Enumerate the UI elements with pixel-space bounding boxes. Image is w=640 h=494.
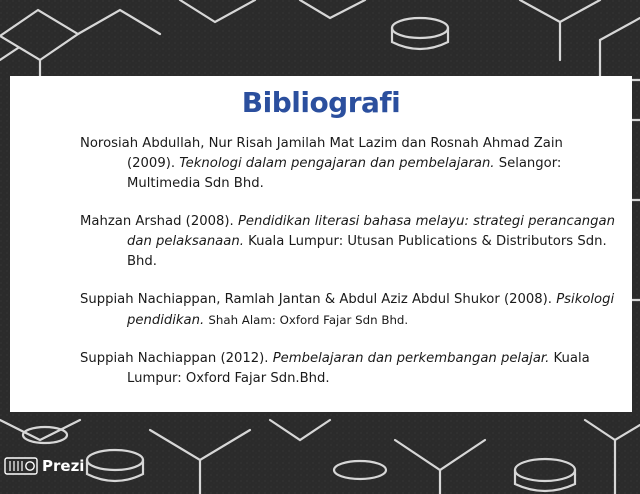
reference-publisher: Selangor: Multimedia Sdn Bhd.	[127, 156, 562, 191]
reference-item	[80, 212, 615, 272]
reference-item	[80, 349, 615, 389]
reference-authors: Suppiah Nachiappan, Ramlah Jantan & Abdul Aziz Abdul Shukor (2008).	[80, 292, 552, 307]
slide-card	[10, 76, 632, 412]
reference-title: Pembelajaran dan perkembangan pelajar.	[272, 351, 550, 366]
prezi-logo-text: Prezi	[42, 457, 85, 475]
reference-authors: Mahzan Arshad (2008).	[80, 214, 234, 229]
prezi-logo[interactable]	[4, 455, 84, 477]
reference-authors: Suppiah Nachiappan (2012).	[80, 351, 269, 366]
reference-publisher: Kuala Lumpur: Utusan Publications & Distributors Sdn. Bhd.	[127, 234, 607, 269]
reference-list	[80, 134, 615, 389]
reference-authors: Norosiah Abdullah, Nur Risah Jamilah Mat Lazim dan Rosnah Ahmad Zain (2009).	[80, 136, 563, 171]
reference-title: Pendidikan literasi bahasa melayu: strategi perancangan dan pelaksanaan.	[127, 214, 615, 249]
reference-title: Teknologi dalam pengajaran dan pembelajaran.	[179, 156, 495, 171]
reference-publisher: Shah Alam: Oxford Fajar Sdn Bhd.	[208, 313, 409, 327]
reference-publisher: Kuala Lumpur: Oxford Fajar Sdn.Bhd.	[127, 351, 590, 386]
reference-title: Psikologi pendidikan.	[127, 292, 615, 328]
reference-item	[80, 290, 615, 331]
prezi-logo-icon	[4, 456, 38, 476]
reference-item	[80, 134, 615, 194]
slide-title: Bibliografi	[241, 86, 401, 119]
